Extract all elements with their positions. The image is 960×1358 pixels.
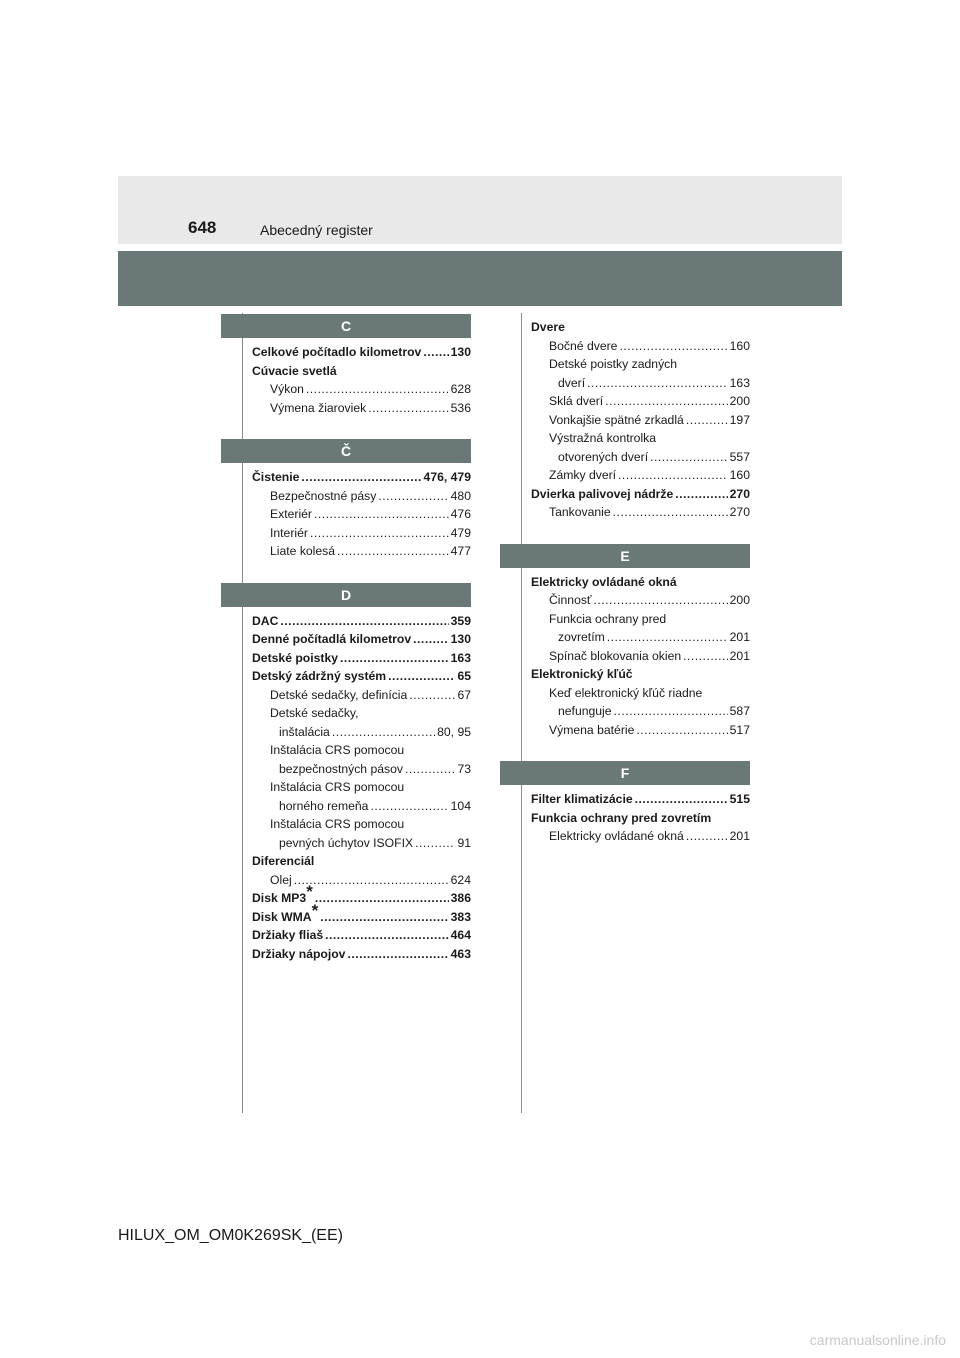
index-entry-page: 200 xyxy=(729,593,750,607)
index-entry-page: 104 xyxy=(450,798,471,813)
index-entry-page: 67 xyxy=(457,687,471,702)
index-entry xyxy=(531,591,750,610)
index-entry-page: 536 xyxy=(450,400,471,415)
index-entry-term: Funkcia ochrany pred xyxy=(549,611,667,626)
dot-leader xyxy=(415,834,455,853)
index-entry xyxy=(252,649,471,668)
group-gap xyxy=(252,417,471,439)
index-entry-page: 515 xyxy=(729,792,750,806)
index-entry xyxy=(531,790,750,809)
index-entry xyxy=(252,505,471,524)
index-entry-term: Detské sedačky, xyxy=(270,706,359,720)
index-entry-page: 480 xyxy=(450,488,471,503)
index-entry-list xyxy=(252,607,471,964)
dot-leader xyxy=(675,485,727,504)
index-entry-page: 587 xyxy=(729,704,750,718)
index-entry xyxy=(252,852,471,871)
index-entry-term: Dvierka palivovej nádrže xyxy=(531,486,674,501)
index-entry-page: 130 xyxy=(450,632,471,646)
index-entry-term: Vonkajšie spätné zrkadlá xyxy=(549,412,684,427)
dot-leader xyxy=(594,591,728,610)
index-entry-term: pevných úchytov ISOFIX xyxy=(279,835,414,850)
index-entry-term: zovretím xyxy=(558,630,605,644)
dot-leader xyxy=(332,723,435,742)
group-gap xyxy=(531,522,750,544)
dot-leader xyxy=(315,889,449,908)
index-entry xyxy=(252,723,471,742)
index-entry xyxy=(252,362,471,381)
group-gap xyxy=(531,739,750,761)
index-entry-page: 65 xyxy=(457,669,471,683)
index-entry-term: Keď elektronický kľúč riadne xyxy=(549,685,703,700)
index-entry-page: 477 xyxy=(450,544,471,558)
index-entry-term: nefunguje xyxy=(558,704,612,718)
index-entry xyxy=(252,667,471,686)
index-entry-term: inštalácia xyxy=(279,724,330,739)
index-entry-list xyxy=(531,785,750,846)
footnote-asterisk: * xyxy=(306,881,313,901)
index-entry-term: Bezpečnostné pásy xyxy=(270,488,377,503)
dot-leader xyxy=(607,628,728,647)
index-entry-term: Sklá dverí xyxy=(549,394,604,408)
index-column-left xyxy=(252,314,471,963)
index-entry-term: Elektronický kľúč xyxy=(531,667,633,681)
index-entry-term: Zámky dverí xyxy=(549,468,617,482)
index-entry xyxy=(531,503,750,522)
group-gap xyxy=(252,561,471,583)
dot-leader xyxy=(636,721,727,740)
index-entry-term: Elektricky ovládané okná xyxy=(549,829,684,843)
index-entry-page: 197 xyxy=(729,412,750,427)
index-entry xyxy=(531,448,750,467)
dot-leader xyxy=(605,392,727,411)
index-entry xyxy=(531,429,750,448)
index-entry-page: 359 xyxy=(450,613,471,628)
index-entry xyxy=(252,778,471,797)
watermark: carmanualsonline.info xyxy=(809,1332,946,1348)
index-entry-page: 163 xyxy=(450,650,471,665)
index-entry-list xyxy=(531,318,750,522)
dot-leader xyxy=(337,542,449,561)
dot-leader xyxy=(423,343,448,362)
index-entry xyxy=(531,466,750,485)
dot-leader xyxy=(325,926,449,945)
index-entry xyxy=(531,827,750,846)
index-entry xyxy=(252,487,471,506)
index-entry-term: Inštalácia CRS pomocou xyxy=(270,743,405,757)
index-entry xyxy=(531,628,750,647)
dot-leader xyxy=(340,649,449,668)
dot-leader xyxy=(409,686,455,705)
index-entry-term: Interiér xyxy=(270,525,308,540)
document-code: HILUX_OM_OM0K269SK_(EE) xyxy=(118,1227,343,1244)
index-entry-page: 479 xyxy=(450,525,471,540)
dot-leader xyxy=(614,702,728,721)
index-entry-term: Detský zádržný systém xyxy=(252,669,387,683)
index-entry xyxy=(252,468,471,487)
index-entry-page: 517 xyxy=(729,722,750,737)
right-column-rule xyxy=(521,313,522,1113)
index-entry xyxy=(531,374,750,393)
index-entry-list xyxy=(252,338,471,417)
dot-leader xyxy=(306,380,449,399)
index-entry xyxy=(531,485,750,504)
index-entry-term: Výstražná kontrolka xyxy=(549,431,657,445)
index-entry-term: Čistenie xyxy=(252,470,300,484)
index-entry xyxy=(531,665,750,684)
dot-leader xyxy=(301,468,421,487)
index-entry-term: Diferenciál xyxy=(252,854,315,868)
index-entry xyxy=(531,610,750,629)
index-entry-page: 163 xyxy=(729,375,750,390)
section-title: Abecedný register xyxy=(260,222,373,238)
index-entry-term: dverí xyxy=(558,375,586,390)
dot-leader xyxy=(320,908,448,927)
index-entry-list xyxy=(252,463,471,561)
index-entry xyxy=(252,542,471,561)
dot-leader xyxy=(650,448,728,467)
index-entry-page: 201 xyxy=(729,829,750,843)
index-entry-term: Inštalácia CRS pomocou xyxy=(270,817,405,831)
index-entry-term: Liate kolesá xyxy=(270,544,336,558)
index-entry xyxy=(531,318,750,337)
index-entry-term: Výmena batérie xyxy=(549,722,635,737)
index-entry xyxy=(531,355,750,374)
index-entry xyxy=(252,612,471,631)
letter-heading: F xyxy=(500,761,750,785)
index-entry-page: 91 xyxy=(457,835,471,850)
index-entry-term: Detské poistky xyxy=(252,650,339,665)
index-entry-page: 201 xyxy=(729,630,750,644)
index-column-right xyxy=(531,318,750,846)
index-entry xyxy=(252,380,471,399)
index-entry-page: 476 xyxy=(450,507,471,521)
index-entry xyxy=(252,343,471,362)
index-entry-term: Činnosť xyxy=(549,593,592,607)
letter-heading: E xyxy=(500,544,750,568)
index-entry-term: otvorených dverí xyxy=(558,449,649,464)
index-entry-term: Exteriér xyxy=(270,507,312,521)
index-entry xyxy=(531,337,750,356)
index-entry xyxy=(252,760,471,779)
letter-heading: D xyxy=(221,583,471,607)
index-entry-term: Dvere xyxy=(531,320,565,334)
dot-leader xyxy=(618,466,728,485)
index-entry-term: Elektricky ovládané okná xyxy=(531,574,677,589)
index-entry-term: Disk MP3* xyxy=(252,881,313,905)
index-entry xyxy=(252,797,471,816)
dot-leader xyxy=(370,797,448,816)
index-entry xyxy=(531,411,750,430)
index-entry-term: Spínač blokovania okien xyxy=(549,648,682,663)
index-entry-page: 200 xyxy=(729,394,750,408)
index-entry-term: Výmena žiaroviek xyxy=(270,400,367,415)
index-entry xyxy=(531,573,750,592)
index-entry-term: Olej xyxy=(270,872,292,887)
letter-heading: Č xyxy=(221,439,471,463)
index-entry-term: Disk WMA* xyxy=(252,900,319,924)
index-entry-term: Cúvacie svetlá xyxy=(252,363,337,378)
index-entry xyxy=(252,871,471,890)
index-entry-term: Výkon xyxy=(270,382,304,396)
footnote-asterisk: * xyxy=(311,900,319,920)
dot-leader xyxy=(368,399,448,418)
index-entry-term: Celkové počítadlo kilometrov xyxy=(252,345,422,359)
dot-leader xyxy=(619,337,727,356)
index-entry xyxy=(252,630,471,649)
index-entry-page: 130 xyxy=(450,345,471,359)
index-entry-term: DAC xyxy=(252,613,279,628)
index-entry xyxy=(252,926,471,945)
index-entry-term: Denné počítadlá kilometrov xyxy=(252,632,412,646)
index-entry xyxy=(252,834,471,853)
dot-leader xyxy=(635,790,728,809)
index-entry-page: 160 xyxy=(729,468,750,482)
dot-leader xyxy=(388,667,455,686)
dot-leader xyxy=(613,503,728,522)
index-entry xyxy=(252,686,471,705)
index-entry xyxy=(531,702,750,721)
index-entry-page: 160 xyxy=(729,338,750,353)
dot-leader xyxy=(347,945,448,964)
chapter-band xyxy=(118,251,842,306)
index-entry-page: 80, 95 xyxy=(437,724,471,739)
index-entry xyxy=(252,900,471,927)
dot-leader xyxy=(686,827,728,846)
index-entry-term: Bočné dvere xyxy=(549,338,618,353)
letter-heading: C xyxy=(221,314,471,338)
dot-leader xyxy=(686,411,728,430)
index-entry xyxy=(252,945,471,964)
index-entry-list xyxy=(531,568,750,740)
index-entry xyxy=(531,392,750,411)
index-entry-page: 624 xyxy=(450,872,471,887)
index-entry xyxy=(252,881,471,908)
index-entry xyxy=(531,721,750,740)
index-entry-page: 464 xyxy=(450,928,471,942)
index-entry xyxy=(531,809,750,828)
index-entry-page: 383 xyxy=(450,909,471,924)
index-entry-term: horného remeňa xyxy=(279,798,369,813)
index-entry xyxy=(252,815,471,834)
dot-leader xyxy=(294,871,449,890)
dot-leader xyxy=(310,524,449,543)
index-entry-page: 557 xyxy=(729,449,750,464)
index-entry-term: Detské sedačky, definícia xyxy=(270,687,408,702)
header-band xyxy=(118,176,842,244)
index-entry-term: Inštalácia CRS pomocou xyxy=(270,780,405,794)
index-entry-term: Tankovanie xyxy=(549,505,611,519)
left-column-rule xyxy=(242,313,243,1113)
index-entry xyxy=(531,684,750,703)
page-number: 648 xyxy=(188,218,217,237)
dot-leader xyxy=(405,760,455,779)
dot-leader xyxy=(587,374,728,393)
index-entry-page: 270 xyxy=(729,486,750,501)
index-entry-page: 386 xyxy=(450,891,471,905)
index-entry-term: Funkcia ochrany pred zovretím xyxy=(531,810,712,825)
dot-leader xyxy=(314,505,449,524)
index-entry-page: 628 xyxy=(450,382,471,396)
index-entry-term: Držiaky fliaš xyxy=(252,928,324,942)
index-entry xyxy=(252,524,471,543)
dot-leader xyxy=(378,487,448,506)
index-entry-page: 73 xyxy=(457,761,471,776)
dot-leader xyxy=(413,630,449,649)
index-entry-page: 270 xyxy=(729,505,750,519)
index-entry-term: Filter klimatizácie xyxy=(531,792,633,806)
index-entry xyxy=(252,741,471,760)
index-entry xyxy=(252,399,471,418)
index-entry-page: 476, 479 xyxy=(423,470,471,484)
index-entry-page: 463 xyxy=(450,946,471,961)
index-entry xyxy=(252,704,471,723)
dot-leader xyxy=(280,612,448,631)
index-entry-term: Držiaky nápojov xyxy=(252,946,346,961)
index-entry-term: Detské poistky zadných xyxy=(549,357,678,371)
index-entry xyxy=(531,647,750,666)
index-entry-term: bezpečnostných pásov xyxy=(279,761,403,776)
dot-leader xyxy=(683,647,728,666)
index-entry-page: 201 xyxy=(729,648,750,663)
